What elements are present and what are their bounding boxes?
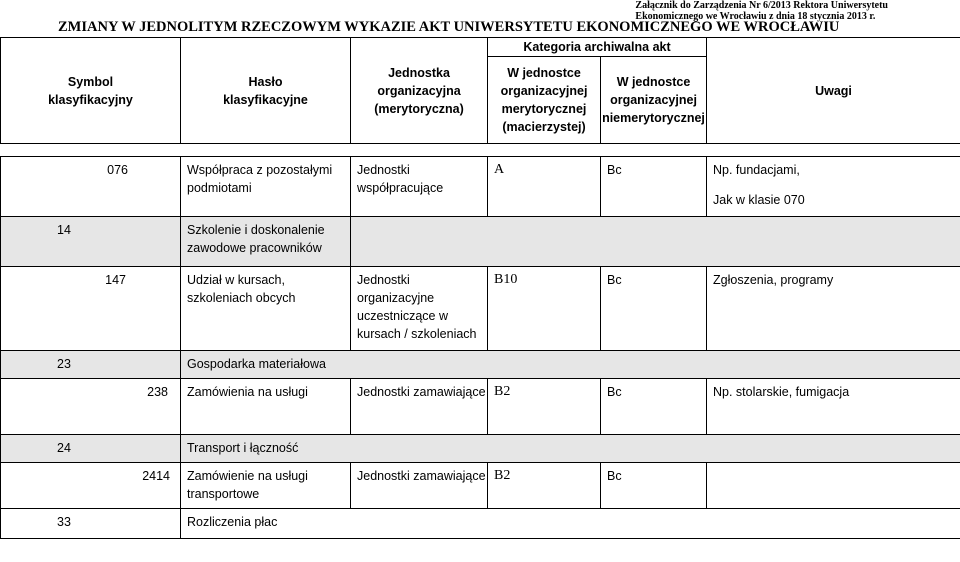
- haslo-cell: Współpraca z pozostałymi podmiotami: [181, 157, 351, 217]
- symbol-cell: 238: [1, 379, 181, 435]
- kat-m-cell: B10: [488, 267, 601, 351]
- kat-n-cell: Bc: [601, 157, 707, 217]
- header-uwagi: Uwagi: [707, 38, 960, 144]
- table-row: [1, 435, 960, 463]
- symbol-cell: 14: [1, 217, 181, 267]
- empty-cell: [351, 217, 960, 267]
- haslo-cell: Zamówienia na usługi: [181, 379, 351, 435]
- kat-m-cell: B2: [488, 463, 601, 509]
- document-title: ZMIANY W JEDNOLITYM RZECZOWYM WYKAZIE AKT UNIWERSYTETU EKONOMICZNEGO WE WROCŁAWIU: [58, 19, 840, 35]
- uwagi-cell: [707, 157, 960, 217]
- uwagi-cell: Zgłoszenia, programy: [707, 267, 960, 351]
- jednostka-cell: Jednostki zamawiające: [351, 463, 488, 509]
- symbol-cell: 24: [1, 435, 181, 463]
- table-row: [1, 379, 960, 435]
- table-row: [1, 217, 960, 267]
- symbol-cell: 147: [1, 267, 181, 351]
- haslo-cell: Rozliczenia płac: [181, 509, 960, 539]
- jednostka-cell: Jednostki zamawiające: [351, 379, 488, 435]
- header-haslo: Hasło klasyfikacyjne: [181, 38, 351, 144]
- kat-n-cell: Bc: [601, 379, 707, 435]
- jednostka-cell: Jednostki współpracujące: [351, 157, 488, 217]
- kat-n-cell: Bc: [601, 267, 707, 351]
- table-row: [1, 267, 960, 351]
- records-table: [0, 37, 960, 539]
- uwagi-line: Jak w klasie 070: [713, 193, 805, 207]
- header-row: [1, 38, 960, 57]
- kat-m-cell: B2: [488, 379, 601, 435]
- haslo-cell: Szkolenie i doskonalenie zawodowe pracowników: [181, 217, 351, 267]
- uwagi-line: Np. fundacjami,: [713, 163, 800, 177]
- attachment-note-line1: Załącznik do Zarządzenia Nr 6/2013 Rektora Uniwersytetu: [635, 0, 888, 11]
- attachment-note-line2: Ekonomicznego we Wrocławiu z dnia 18 stycznia 2013 r.: [635, 11, 876, 22]
- table-row: [1, 351, 960, 379]
- kat-m-cell: A: [488, 157, 601, 217]
- haslo-cell: Zamówienie na usługi transportowe: [181, 463, 351, 509]
- header-kat-niemerytorycznej: W jednostce organizacyjnej niemerytorycznej: [601, 57, 707, 144]
- symbol-cell: 23: [1, 351, 181, 379]
- header-kat-merytorycznej: W jednostce organizacyjnej merytorycznej (macierzystej): [488, 57, 601, 144]
- kat-n-cell: Bc: [601, 463, 707, 509]
- symbol-cell: 076: [1, 157, 181, 217]
- uwagi-cell: Np. stolarskie, fumigacja: [707, 379, 960, 435]
- symbol-cell: 2414: [1, 463, 181, 509]
- header-kategoria: Kategoria archiwalna akt: [488, 38, 707, 57]
- jednostka-cell: Jednostki organizacyjne uczestniczące w kursach / szkoleniach: [351, 267, 488, 351]
- haslo-cell: Udział w kursach, szkoleniach obcych: [181, 267, 351, 351]
- table-row: [1, 157, 960, 217]
- table-row: [1, 463, 960, 509]
- symbol-cell: 33: [1, 509, 181, 539]
- haslo-cell: Transport i łączność: [181, 435, 960, 463]
- spacer: [1, 144, 960, 157]
- header-symbol: Symbol klasyfikacyjny: [1, 38, 181, 144]
- header-jednostka: Jednostka organizacyjna (merytoryczna): [351, 38, 488, 144]
- table-row: [1, 509, 960, 539]
- uwagi-cell: [707, 463, 960, 509]
- haslo-cell: Gospodarka materiałowa: [181, 351, 960, 379]
